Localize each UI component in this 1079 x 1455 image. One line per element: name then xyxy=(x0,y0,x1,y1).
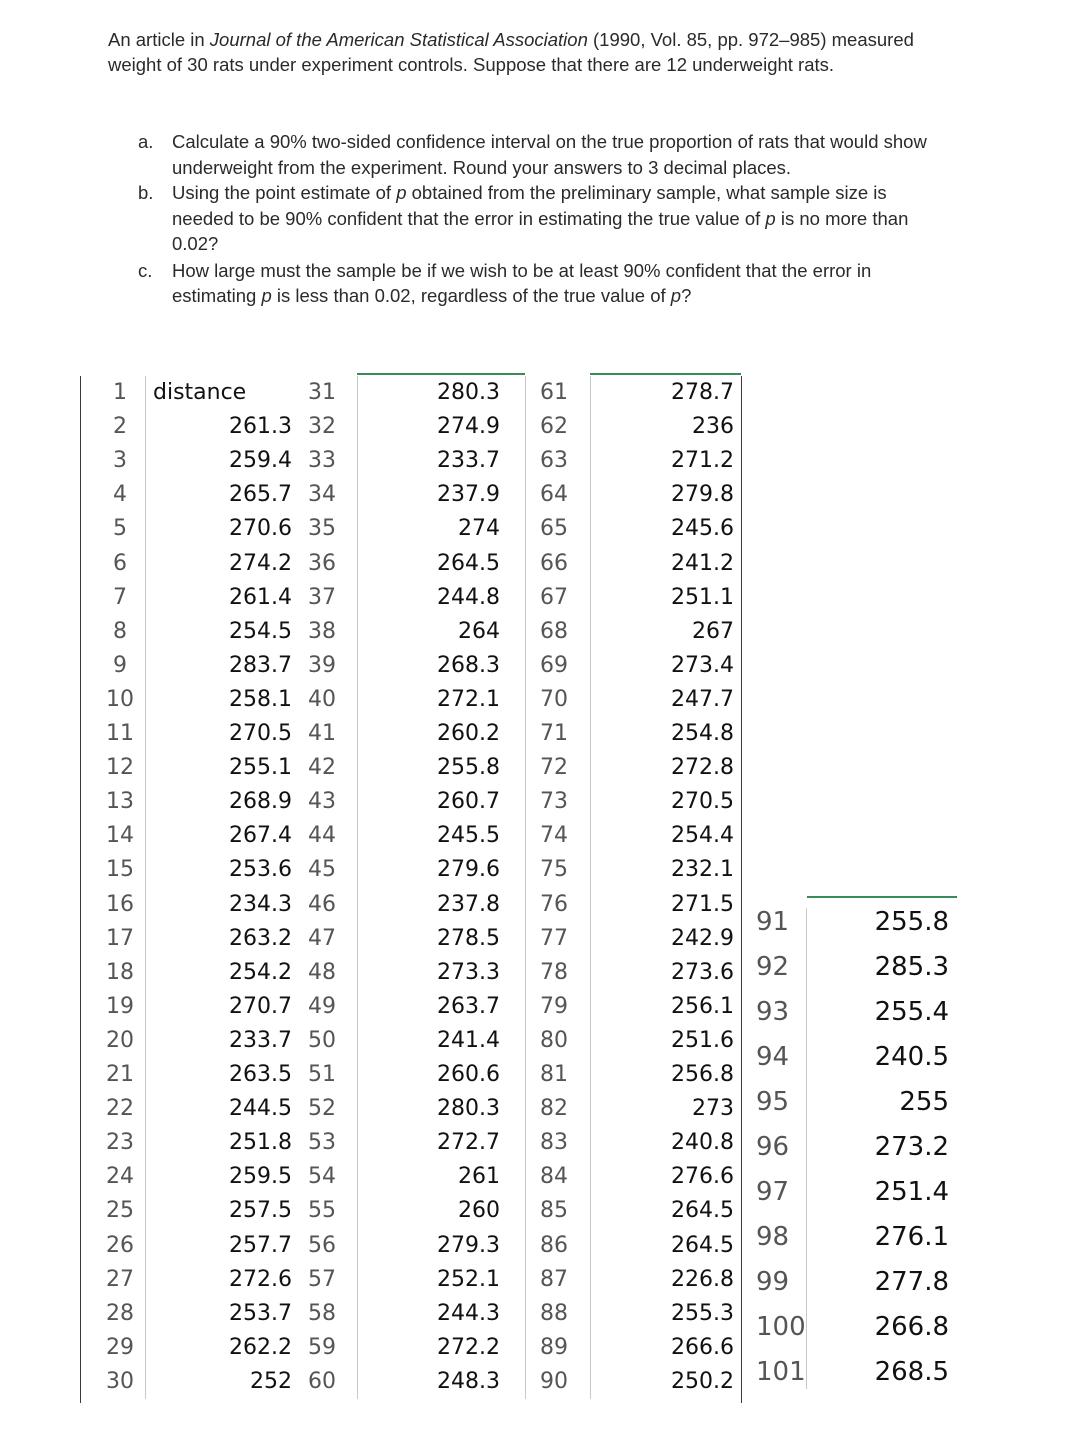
row-number: 60 xyxy=(308,1368,336,1394)
data-cell: 254.8 xyxy=(671,721,734,746)
row-number: 1 xyxy=(113,380,127,405)
data-cell: 245.6 xyxy=(671,516,734,542)
row-number: 66 xyxy=(540,550,568,576)
row-number: 31 xyxy=(308,380,336,405)
row-number: 7 xyxy=(113,584,127,610)
question-text: Using the point estimate of p obtained from the preliminary sample, what sample size is needed to be 90% confident that the error in estimating the true value of p is no more than 0.02? xyxy=(172,182,909,254)
row-number: 34 xyxy=(308,482,336,508)
row-number: 88 xyxy=(540,1300,568,1326)
question-c xyxy=(138,258,938,309)
data-cell: 264.5 xyxy=(437,550,500,576)
data-cell: 252.1 xyxy=(437,1266,500,1292)
row-number: 64 xyxy=(540,482,568,508)
data-cell: 272.1 xyxy=(437,686,500,712)
grid-line xyxy=(525,376,526,1399)
data-cell: 252 xyxy=(250,1368,292,1394)
data-cell: 254.2 xyxy=(229,959,292,985)
data-cell: 285.3 xyxy=(874,952,949,982)
row-number: 23 xyxy=(106,1130,134,1156)
row-number: 95 xyxy=(756,1087,790,1117)
row-number: 38 xyxy=(308,618,336,644)
data-cell: 273.4 xyxy=(671,652,734,678)
row-number: 62 xyxy=(540,414,568,440)
row-number: 92 xyxy=(756,952,790,982)
row-number: 6 xyxy=(113,550,127,576)
row-number: 47 xyxy=(308,925,336,951)
row-number: 8 xyxy=(113,618,127,644)
question-b xyxy=(138,180,938,257)
row-number: 67 xyxy=(540,584,568,610)
row-number: 43 xyxy=(308,789,336,815)
data-cell: 226.8 xyxy=(671,1266,734,1292)
data-cell: 270.6 xyxy=(229,516,292,542)
row-number: 16 xyxy=(106,891,134,917)
row-number: 101 xyxy=(756,1357,806,1387)
question-list xyxy=(138,129,938,309)
data-cell: 242.9 xyxy=(671,925,734,951)
row-number: 26 xyxy=(106,1232,134,1258)
data-cell: 260.6 xyxy=(437,1062,500,1087)
row-number: 54 xyxy=(308,1164,336,1190)
column-header: distance xyxy=(153,380,247,405)
question-label: b. xyxy=(138,182,154,203)
data-cell: 279.3 xyxy=(437,1232,500,1258)
row-number: 12 xyxy=(106,755,134,781)
row-number: 42 xyxy=(308,755,336,781)
data-cell: 251.6 xyxy=(671,1027,734,1053)
row-number: 4 xyxy=(113,482,127,508)
data-cell: 274.9 xyxy=(437,414,500,440)
data-cell: 248.3 xyxy=(437,1368,500,1394)
row-number: 70 xyxy=(540,686,568,712)
data-cell: 264.5 xyxy=(671,1232,734,1258)
data-cell: 244.3 xyxy=(437,1300,500,1326)
row-number: 19 xyxy=(106,993,134,1019)
data-cell: 261.3 xyxy=(229,414,292,440)
row-number: 99 xyxy=(756,1267,790,1297)
row-number: 35 xyxy=(308,516,336,542)
row-number: 78 xyxy=(540,959,568,985)
row-number: 68 xyxy=(540,618,568,644)
row-number: 72 xyxy=(540,755,568,781)
row-number: 85 xyxy=(540,1198,568,1224)
data-cell: 273.2 xyxy=(874,1132,949,1162)
data-cell: 254.5 xyxy=(229,618,292,644)
data-cell: 277.8 xyxy=(874,1267,949,1297)
data-cell: 270.7 xyxy=(229,993,292,1019)
grid-line xyxy=(357,373,525,375)
grid-line xyxy=(357,376,358,1399)
row-number: 3 xyxy=(113,448,127,474)
data-cell: 255.8 xyxy=(437,755,500,781)
grid-line xyxy=(145,376,146,1399)
data-cell: 262.2 xyxy=(229,1334,292,1360)
data-cell: 255.1 xyxy=(229,755,292,781)
row-number: 51 xyxy=(308,1062,336,1087)
data-cell: 256.8 xyxy=(671,1062,734,1087)
data-cell: 237.9 xyxy=(437,482,500,508)
data-cell: 271.5 xyxy=(671,891,734,917)
question-text: Calculate a 90% two-sided confidence interval on the true proportion of rats that would show underweight from the experiment. Round your answers to 3 decimal places. xyxy=(172,131,927,178)
row-number: 83 xyxy=(540,1130,568,1156)
data-cell: 251.8 xyxy=(229,1130,292,1156)
row-number: 36 xyxy=(308,550,336,576)
data-cell: 236 xyxy=(692,414,734,440)
row-number: 41 xyxy=(308,721,336,746)
row-number: 49 xyxy=(308,993,336,1019)
data-cell: 257.7 xyxy=(229,1232,292,1258)
data-cell: 263.7 xyxy=(437,993,500,1019)
row-number: 74 xyxy=(540,823,568,849)
data-cell: 268.5 xyxy=(874,1357,949,1387)
data-cell: 251.1 xyxy=(671,584,734,610)
data-cell: 271.2 xyxy=(671,448,734,474)
row-number: 63 xyxy=(540,448,568,474)
row-number: 77 xyxy=(540,925,568,951)
data-cell: 250.2 xyxy=(671,1368,734,1394)
data-cell: 264 xyxy=(458,618,500,644)
row-number: 20 xyxy=(106,1027,134,1053)
data-cell: 244.5 xyxy=(229,1096,292,1122)
data-cell: 264.5 xyxy=(671,1198,734,1224)
row-number: 2 xyxy=(113,414,127,440)
row-number: 46 xyxy=(308,891,336,917)
data-cell: 255 xyxy=(899,1087,949,1117)
row-number: 22 xyxy=(106,1096,134,1122)
row-number: 33 xyxy=(308,448,336,474)
row-number: 75 xyxy=(540,857,568,883)
intro-text-1: An article in xyxy=(108,29,210,50)
row-number: 25 xyxy=(106,1198,134,1224)
question-a xyxy=(138,129,938,180)
data-cell: 267.4 xyxy=(229,823,292,849)
data-cell: 263.2 xyxy=(229,925,292,951)
grid-line xyxy=(590,376,591,1399)
data-cell: 255.4 xyxy=(874,997,949,1027)
row-number: 17 xyxy=(106,925,134,951)
data-cell: 244.8 xyxy=(437,584,500,610)
question-label: c. xyxy=(138,259,153,281)
grid-line xyxy=(741,376,742,1403)
row-number: 79 xyxy=(540,993,568,1019)
data-cell: 254.4 xyxy=(671,823,734,849)
row-number: 56 xyxy=(308,1232,336,1258)
data-cell: 247.7 xyxy=(671,686,734,712)
data-cell: 274.2 xyxy=(229,550,292,576)
row-number: 97 xyxy=(756,1177,790,1207)
data-cell: 266.8 xyxy=(874,1312,949,1342)
row-number: 28 xyxy=(106,1300,134,1326)
row-number: 94 xyxy=(756,1042,790,1072)
data-cell: 280.3 xyxy=(437,380,500,405)
row-number: 44 xyxy=(308,823,336,849)
data-cell: 245.5 xyxy=(437,823,500,849)
data-cell: 270.5 xyxy=(229,721,292,746)
row-number: 55 xyxy=(308,1198,336,1224)
data-cell: 272.6 xyxy=(229,1266,292,1292)
row-number: 59 xyxy=(308,1334,336,1360)
row-number: 5 xyxy=(113,516,127,542)
row-number: 89 xyxy=(540,1334,568,1360)
data-cell: 266.6 xyxy=(671,1334,734,1360)
data-cell: 232.1 xyxy=(671,857,734,883)
data-cell: 240.5 xyxy=(874,1042,949,1072)
journal-name: Journal of the American Statistical Association xyxy=(209,29,588,50)
row-number: 69 xyxy=(540,652,568,678)
row-number: 32 xyxy=(308,414,336,440)
row-number: 91 xyxy=(756,907,790,937)
data-cell: 259.4 xyxy=(229,448,292,474)
row-number: 50 xyxy=(308,1027,336,1053)
question-text: How large must the sample be if we wish to be at least 90% confident that the error in estimating p is less than 0.02, regardless of the true value of p? xyxy=(172,259,872,306)
data-cell: 257.5 xyxy=(229,1198,292,1224)
question-label: a. xyxy=(138,131,154,152)
row-number: 14 xyxy=(106,823,134,849)
data-cell: 265.7 xyxy=(229,482,292,508)
data-cell: 268.9 xyxy=(229,789,292,815)
row-number: 86 xyxy=(540,1232,568,1258)
grid-line xyxy=(807,896,957,898)
data-cell: 268.3 xyxy=(437,652,500,678)
grid-line xyxy=(590,373,741,375)
data-cell: 237.8 xyxy=(437,891,500,917)
row-number: 80 xyxy=(540,1027,568,1053)
data-cell: 233.7 xyxy=(229,1027,292,1053)
data-cell: 278.5 xyxy=(437,925,500,951)
row-number: 73 xyxy=(540,789,568,815)
row-number: 30 xyxy=(106,1368,134,1394)
data-cell: 276.6 xyxy=(671,1164,734,1190)
data-cell: 241.4 xyxy=(437,1027,500,1053)
intro-text-2: (1990, Vol. 85, pp. 972–985) measured weight of 30 rats under experiment controls. Suppose that there are 12 underweight rats. xyxy=(108,29,914,75)
row-number: 93 xyxy=(756,997,790,1027)
row-number: 58 xyxy=(308,1300,336,1326)
data-cell: 273.6 xyxy=(671,959,734,985)
row-number: 24 xyxy=(106,1164,134,1190)
problem-intro xyxy=(108,27,948,77)
row-number: 90 xyxy=(540,1368,568,1394)
row-number: 11 xyxy=(106,721,134,746)
data-cell: 253.7 xyxy=(229,1300,292,1326)
data-cell: 273 xyxy=(692,1096,734,1122)
grid-line xyxy=(80,376,81,1403)
row-number: 39 xyxy=(308,652,336,678)
data-cell: 259.5 xyxy=(229,1164,292,1190)
data-cell: 261 xyxy=(458,1164,500,1190)
row-number: 45 xyxy=(308,857,336,883)
data-cell: 279.6 xyxy=(437,857,500,883)
row-number: 29 xyxy=(106,1334,134,1360)
row-number: 53 xyxy=(308,1130,336,1156)
data-cell: 258.1 xyxy=(229,686,292,712)
data-cell: 272.2 xyxy=(437,1334,500,1360)
data-cell: 272.7 xyxy=(437,1130,500,1156)
row-number: 48 xyxy=(308,959,336,985)
row-number: 52 xyxy=(308,1096,336,1122)
data-cell: 273.3 xyxy=(437,959,500,985)
row-number: 15 xyxy=(106,857,134,883)
data-cell: 279.8 xyxy=(671,482,734,508)
data-cell: 263.5 xyxy=(229,1062,292,1087)
data-cell: 255.8 xyxy=(874,907,949,937)
row-number: 57 xyxy=(308,1266,336,1292)
row-number: 84 xyxy=(540,1164,568,1190)
data-cell: 274 xyxy=(458,516,500,542)
data-cell: 272.8 xyxy=(671,755,734,781)
row-number: 37 xyxy=(308,584,336,610)
row-number: 9 xyxy=(113,652,127,678)
row-number: 13 xyxy=(106,789,134,815)
data-cell: 260.2 xyxy=(437,721,500,746)
row-number: 21 xyxy=(106,1062,134,1087)
data-cell: 240.8 xyxy=(671,1130,734,1156)
data-cell: 267 xyxy=(692,618,734,644)
row-number: 76 xyxy=(540,891,568,917)
data-cell: 255.3 xyxy=(671,1300,734,1326)
data-cell: 276.1 xyxy=(874,1222,949,1252)
row-number: 10 xyxy=(106,686,134,712)
data-cell: 233.7 xyxy=(437,448,500,474)
data-cell: 283.7 xyxy=(229,652,292,678)
row-number: 40 xyxy=(308,686,336,712)
data-cell: 260 xyxy=(458,1198,500,1224)
row-number: 81 xyxy=(540,1062,568,1087)
data-cell: 251.4 xyxy=(874,1177,949,1207)
row-number: 98 xyxy=(756,1222,790,1252)
data-cell: 278.7 xyxy=(671,380,734,405)
row-number: 71 xyxy=(540,721,568,746)
row-number: 96 xyxy=(756,1132,790,1162)
data-cell: 256.1 xyxy=(671,993,734,1019)
data-cell: 270.5 xyxy=(671,789,734,815)
data-cell: 261.4 xyxy=(229,584,292,610)
row-number: 100 xyxy=(756,1312,806,1342)
data-cell: 241.2 xyxy=(671,550,734,576)
data-cell: 280.3 xyxy=(437,1096,500,1122)
row-number: 82 xyxy=(540,1096,568,1122)
data-cell: 260.7 xyxy=(437,789,500,815)
data-cell: 234.3 xyxy=(229,891,292,917)
row-number: 18 xyxy=(106,959,134,985)
grid-line xyxy=(806,908,807,1389)
row-number: 61 xyxy=(540,380,568,405)
data-cell: 253.6 xyxy=(229,857,292,883)
row-number: 65 xyxy=(540,516,568,542)
row-number: 27 xyxy=(106,1266,134,1292)
row-number: 87 xyxy=(540,1266,568,1292)
